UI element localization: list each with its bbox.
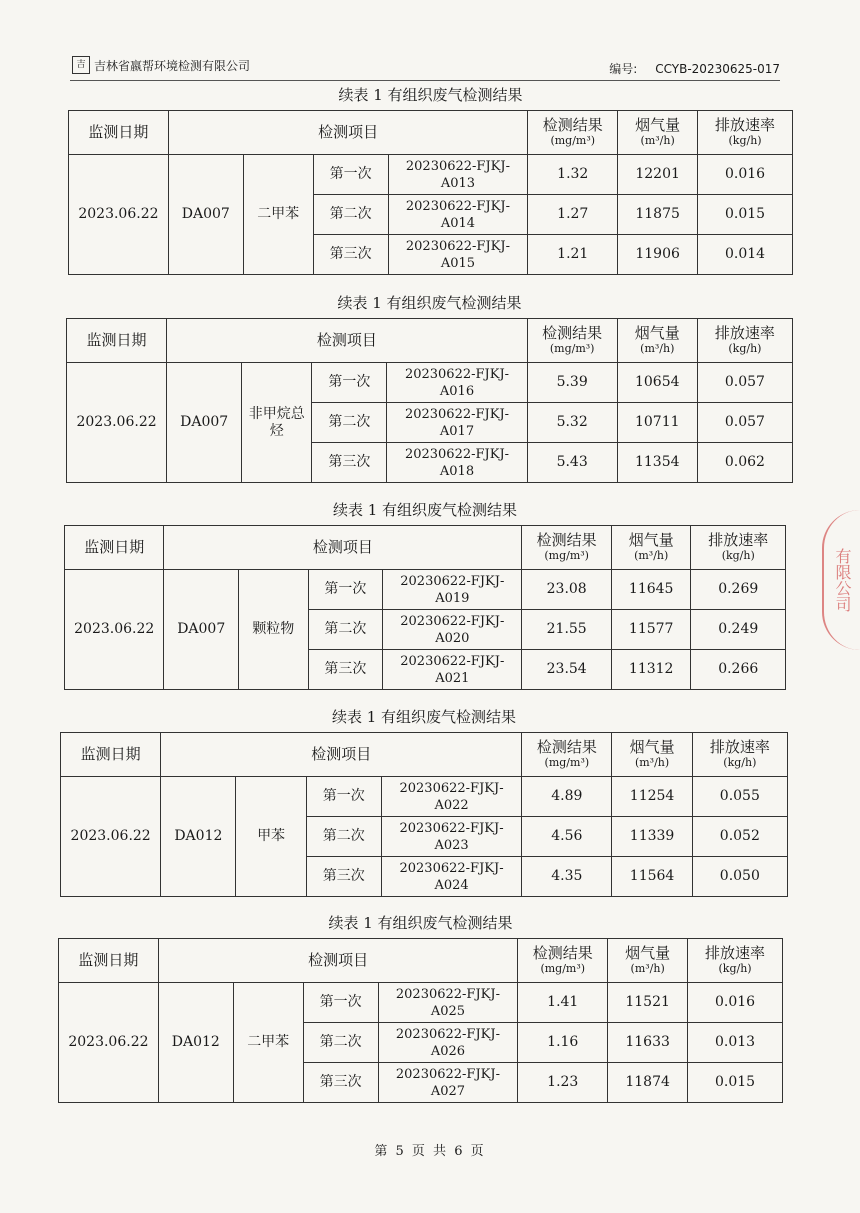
col-header-flow-label: 烟气量 (625, 944, 671, 962)
col-header-item: 检测项目 (158, 939, 517, 983)
concentration-value: 5.32 (527, 403, 617, 443)
sample-code-line1: 20230622-FJKJ- (400, 653, 505, 669)
sample-code-line1: 20230622-FJKJ- (399, 820, 504, 836)
company-name: 吉林省嬴帮环境检测有限公司 (94, 59, 251, 73)
sample-code-line2: A018 (439, 463, 475, 479)
sample-code-line2: A021 (435, 670, 470, 686)
result-table-block (60, 706, 788, 897)
col-header-result-unit: (mg/m³) (540, 962, 586, 975)
sample-sequence: 第一次 (308, 570, 383, 610)
col-header-flow (611, 526, 691, 570)
col-header-flow-unit: (m³/h) (630, 962, 665, 975)
result-table-block (68, 84, 793, 275)
result-table (60, 732, 788, 897)
monitor-date: 2023.06.22 (69, 155, 169, 275)
sample-code-line1: 20230622-FJKJ- (404, 406, 510, 422)
report-number (609, 60, 780, 77)
concentration-value: 1.23 (518, 1063, 608, 1103)
result-table (68, 110, 793, 275)
col-header-item: 检测项目 (161, 733, 522, 777)
sample-code-line2: A025 (430, 1003, 466, 1019)
sample-sequence: 第三次 (312, 443, 387, 483)
flow-value: 11645 (611, 570, 691, 610)
concentration-value: 1.27 (528, 195, 618, 235)
table-row (69, 155, 793, 195)
col-header-date: 监测日期 (59, 939, 159, 983)
result-table (58, 938, 783, 1103)
col-header-rate-unit: (kg/h) (718, 962, 752, 975)
sample-code-line1: 20230622-FJKJ- (405, 158, 510, 174)
monitor-date: 2023.06.22 (61, 777, 161, 897)
col-header-result-label: 检测结果 (536, 738, 597, 756)
flow-value: 11339 (612, 817, 692, 857)
emission-rate-value: 0.062 (697, 443, 792, 483)
col-header-rate-label: 排放速率 (708, 531, 769, 549)
emission-rate-value: 0.015 (698, 195, 793, 235)
result-table-block (64, 499, 786, 690)
sample-sequence: 第二次 (303, 1023, 378, 1063)
col-header-flow-label: 烟气量 (629, 738, 675, 756)
sample-code-line2: A022 (434, 797, 469, 813)
monitor-date: 2023.06.22 (67, 363, 167, 483)
sample-code-line1: 20230622-FJKJ- (395, 986, 500, 1002)
table-row (65, 570, 786, 610)
sample-code (383, 570, 522, 610)
table-caption: 续表 1 有组织废气检测结果 (332, 501, 518, 519)
sample-code-line1: 20230622-FJKJ- (395, 1066, 500, 1082)
col-header-flow-unit: (m³/h) (634, 549, 669, 562)
sample-sequence: 第三次 (303, 1063, 378, 1103)
sample-code (388, 195, 528, 235)
header-row (59, 939, 783, 983)
sample-code-line1: 20230622-FJKJ- (400, 613, 505, 629)
concentration-value: 4.89 (522, 777, 612, 817)
col-header-rate (688, 939, 783, 983)
sample-sequence: 第三次 (306, 857, 381, 897)
monitor-point: DA012 (161, 777, 236, 897)
concentration-value: 5.43 (527, 443, 617, 483)
sample-code (383, 610, 522, 650)
col-header-flow (612, 733, 692, 777)
emission-rate-value: 0.052 (692, 817, 787, 857)
col-header-result (522, 733, 612, 777)
emission-rate-value: 0.269 (691, 570, 786, 610)
sample-code-line2: A020 (435, 630, 470, 646)
col-header-result (528, 111, 618, 155)
col-header-flow-label: 烟气量 (634, 324, 680, 342)
sample-code (387, 403, 527, 443)
sample-code (381, 777, 521, 817)
col-header-rate-unit: (kg/h) (723, 756, 757, 769)
concentration-value: 1.21 (528, 235, 618, 275)
col-header-result-unit: (mg/m³) (544, 756, 590, 769)
report-number-label: 编号: (609, 62, 638, 76)
col-header-result-unit: (mg/m³) (549, 342, 595, 355)
flow-value: 12201 (618, 155, 698, 195)
flow-value: 10654 (617, 363, 697, 403)
sample-code-line1: 20230622-FJKJ- (404, 366, 510, 382)
col-header-date: 监测日期 (67, 319, 167, 363)
sample-code (388, 155, 528, 195)
emission-rate-value: 0.057 (697, 363, 792, 403)
sample-code-line1: 20230622-FJKJ- (399, 860, 504, 876)
result-table-block (66, 292, 793, 483)
col-header-result-label: 检测结果 (532, 944, 593, 962)
sample-sequence: 第二次 (308, 610, 383, 650)
sample-code-line2: A016 (439, 383, 475, 399)
sample-code (378, 983, 518, 1023)
result-table (66, 318, 793, 483)
col-header-result-unit: (mg/m³) (550, 134, 596, 147)
col-header-result-unit: (mg/m³) (544, 549, 589, 562)
col-header-result (522, 526, 612, 570)
col-header-flow-unit: (m³/h) (640, 134, 675, 147)
monitor-point: DA012 (158, 983, 233, 1103)
monitor-point: DA007 (167, 363, 242, 483)
sample-code (381, 817, 521, 857)
emission-rate-value: 0.055 (692, 777, 787, 817)
sample-sequence: 第一次 (306, 777, 381, 817)
concentration-value: 23.54 (522, 650, 612, 690)
sample-code-line2: A019 (435, 590, 470, 606)
concentration-value: 1.16 (518, 1023, 608, 1063)
sample-sequence: 第一次 (313, 155, 388, 195)
flow-value: 11254 (612, 777, 692, 817)
sample-code (388, 235, 528, 275)
col-header-rate-label: 排放速率 (709, 738, 770, 756)
col-header-rate-unit: (kg/h) (728, 342, 762, 355)
col-header-flow (608, 939, 688, 983)
sample-code-line1: 20230622-FJKJ- (404, 446, 510, 462)
sample-sequence: 第一次 (303, 983, 378, 1023)
flow-value: 11875 (618, 195, 698, 235)
header-row (69, 111, 793, 155)
flow-value: 11312 (611, 650, 691, 690)
emission-rate-value: 0.016 (698, 155, 793, 195)
col-header-flow-label: 烟气量 (628, 531, 674, 549)
result-table (64, 525, 786, 690)
emission-rate-value: 0.050 (692, 857, 787, 897)
sample-code (383, 650, 522, 690)
sample-sequence: 第二次 (313, 195, 388, 235)
emission-rate-value: 0.266 (691, 650, 786, 690)
sample-code-line1: 20230622-FJKJ- (405, 238, 510, 254)
result-table-block (58, 912, 783, 1103)
emission-rate-value: 0.249 (691, 610, 786, 650)
sample-sequence: 第二次 (312, 403, 387, 443)
sample-sequence: 第一次 (312, 363, 387, 403)
monitor-date: 2023.06.22 (59, 983, 159, 1103)
sample-code (378, 1063, 518, 1103)
col-header-date: 监测日期 (65, 526, 164, 570)
col-header-rate-unit: (kg/h) (721, 549, 755, 562)
col-header-flow-unit: (m³/h) (634, 756, 670, 769)
pollutant-name: 甲苯 (236, 777, 306, 897)
pollutant-name: 二甲苯 (243, 155, 313, 275)
col-header-flow (617, 319, 697, 363)
sample-code-line1: 20230622-FJKJ- (400, 573, 505, 589)
concentration-value: 4.35 (522, 857, 612, 897)
sample-code-line2: A026 (430, 1043, 466, 1059)
sample-code (387, 363, 527, 403)
table-caption: 续表 1 有组织废气检测结果 (331, 708, 517, 726)
sample-code-line1: 20230622-FJKJ- (399, 780, 504, 796)
sample-code (378, 1023, 518, 1063)
col-header-result-label: 检测结果 (542, 116, 603, 134)
col-header-rate (692, 733, 787, 777)
concentration-value: 23.08 (522, 570, 612, 610)
sample-code (381, 857, 521, 897)
col-header-date: 监测日期 (61, 733, 161, 777)
table-caption: 续表 1 有组织废气检测结果 (337, 294, 522, 312)
header-row (65, 526, 786, 570)
company-logo-icon: 吉 (72, 56, 90, 74)
col-header-rate-label: 排放速率 (714, 324, 775, 342)
table-caption: 续表 1 有组织废气检测结果 (338, 86, 523, 104)
emission-rate-value: 0.016 (688, 983, 783, 1023)
header-row (67, 319, 793, 363)
col-header-result-label: 检测结果 (536, 531, 597, 549)
col-header-date: 监测日期 (69, 111, 169, 155)
flow-value: 11633 (608, 1023, 688, 1063)
sample-code-line2: A024 (434, 877, 469, 893)
sample-sequence: 第二次 (306, 817, 381, 857)
col-header-rate (691, 526, 786, 570)
pollutant-name: 非甲烷总烃 (242, 363, 312, 483)
monitor-point: DA007 (164, 570, 239, 690)
sample-code-line1: 20230622-FJKJ- (395, 1026, 500, 1042)
col-header-rate (698, 111, 793, 155)
col-header-item: 检测项目 (167, 319, 527, 363)
col-header-flow-label: 烟气量 (635, 116, 681, 134)
pollutant-name: 颗粒物 (239, 570, 309, 690)
sample-code-line2: A017 (439, 423, 475, 439)
table-row (59, 983, 783, 1023)
concentration-value: 1.41 (518, 983, 608, 1023)
sample-code-line2: A014 (440, 215, 476, 231)
table-row (61, 777, 788, 817)
flow-value: 11874 (608, 1063, 688, 1103)
col-header-rate-unit: (kg/h) (728, 134, 762, 147)
emission-rate-value: 0.015 (688, 1063, 783, 1103)
sample-sequence: 第三次 (308, 650, 383, 690)
col-header-result (518, 939, 608, 983)
col-header-item: 检测项目 (164, 526, 522, 570)
company-seal-stamp: 有限公司 (822, 510, 860, 650)
flow-value: 11354 (617, 443, 697, 483)
concentration-value: 5.39 (527, 363, 617, 403)
flow-value: 11564 (612, 857, 692, 897)
col-header-result-label: 检测结果 (542, 324, 603, 342)
emission-rate-value: 0.057 (697, 403, 792, 443)
table-row (67, 363, 793, 403)
report-number-value: CCYB-20230625-017 (655, 62, 780, 76)
concentration-value: 21.55 (522, 610, 612, 650)
col-header-rate-label: 排放速率 (715, 116, 776, 134)
flow-value: 11577 (611, 610, 691, 650)
concentration-value: 4.56 (522, 817, 612, 857)
col-header-flow (618, 111, 698, 155)
emission-rate-value: 0.014 (698, 235, 793, 275)
sample-code-line1: 20230622-FJKJ- (405, 198, 510, 214)
page-header (70, 54, 780, 81)
col-header-rate (697, 319, 792, 363)
flow-value: 11906 (618, 235, 698, 275)
page-number: 第 5 页 共 6 页 (374, 1144, 486, 1159)
col-header-rate-label: 排放速率 (705, 944, 766, 962)
sample-code-line2: A027 (430, 1083, 466, 1099)
sample-code-line2: A013 (440, 175, 476, 191)
sample-code-line2: A015 (440, 255, 476, 271)
sample-sequence: 第三次 (313, 235, 388, 275)
flow-value: 11521 (608, 983, 688, 1023)
col-header-flow-unit: (m³/h) (640, 342, 675, 355)
sample-code (387, 443, 527, 483)
pollutant-name: 二甲苯 (233, 983, 303, 1103)
emission-rate-value: 0.013 (688, 1023, 783, 1063)
table-caption: 续表 1 有组织废气检测结果 (328, 914, 513, 932)
concentration-value: 1.32 (528, 155, 618, 195)
col-header-item: 检测项目 (168, 111, 527, 155)
flow-value: 10711 (617, 403, 697, 443)
header-row (61, 733, 788, 777)
monitor-point: DA007 (168, 155, 243, 275)
col-header-result (527, 319, 617, 363)
monitor-date: 2023.06.22 (65, 570, 164, 690)
sample-code-line2: A023 (434, 837, 469, 853)
